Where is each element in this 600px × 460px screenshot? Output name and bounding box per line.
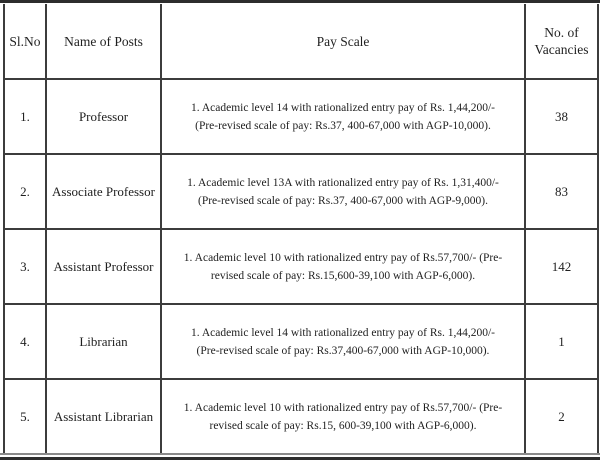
post-name-cell: Professor xyxy=(46,79,161,154)
pay-scale-cell xyxy=(161,304,525,379)
pay-scale-line-1: 1. Academic level 10 with rationalized entry pay of Rs.57,700/- (Pre- xyxy=(183,251,503,264)
pay-scale-line-1: 1. Academic level 14 with rationalized entry pay of Rs. 1,44,200/- xyxy=(190,101,496,114)
header-cell-slno: Sl.No xyxy=(4,4,46,79)
table-row xyxy=(4,79,598,154)
table-row xyxy=(4,229,598,304)
table-top-rule xyxy=(0,0,600,3)
header-cell-name-of-posts: Name of Posts xyxy=(46,4,161,79)
pay-scale-line-2: revised scale of pay: Rs.15, 600-39,100 with AGP-6,000). xyxy=(209,419,477,432)
vacancies-cell: 38 xyxy=(525,79,598,154)
header-cell-vacancies xyxy=(525,4,598,79)
post-name-cell: Librarian xyxy=(46,304,161,379)
pay-scale-cell xyxy=(161,229,525,304)
slno-cell: 1. xyxy=(4,79,46,154)
pay-scale-line-2: (Pre-revised scale of pay: Rs.37, 400-67,000 with AGP-10,000). xyxy=(195,119,491,132)
pay-scale-line-2: (Pre-revised scale of pay: Rs.37,400-67,000 with AGP-10,000). xyxy=(196,344,490,357)
slno-cell: 4. xyxy=(4,304,46,379)
pay-scale-line-1: 1. Academic level 13A with rationalized entry pay of Rs. 1,31,400/- xyxy=(187,176,499,189)
pay-scale-line-1: 1. Academic level 10 with rationalized entry pay of Rs.57,700/- (Pre- xyxy=(183,401,503,414)
pay-scale-cell xyxy=(161,379,525,453)
header-row xyxy=(4,4,598,79)
table-row xyxy=(4,154,598,229)
slno-cell: 5. xyxy=(4,379,46,453)
post-name-cell: Assistant Librarian xyxy=(46,379,161,453)
vacancies-cell: 2 xyxy=(525,379,598,453)
vacancies-header-label: No. of Vacancies xyxy=(534,25,589,57)
table-row xyxy=(4,304,598,379)
pay-scale-cell xyxy=(161,79,525,154)
vacancies-cell: 142 xyxy=(525,229,598,304)
vacancies-cell: 83 xyxy=(525,154,598,229)
post-name-cell: Associate Professor xyxy=(46,154,161,229)
pay-scale-line-2: revised scale of pay: Rs.15,600-39,100 with AGP-6,000). xyxy=(210,269,476,282)
pay-scale-line-2: (Pre-revised scale of pay: Rs.37, 400-67,000 with AGP-9,000). xyxy=(197,194,488,207)
header-cell-pay-scale: Pay Scale xyxy=(161,4,525,79)
table-row xyxy=(4,379,598,453)
pay-scale-line-1: 1. Academic level 14 with rationalized entry pay of Rs. 1,44,200/- xyxy=(190,326,496,339)
pay-scale-cell xyxy=(161,154,525,229)
slno-cell: 2. xyxy=(4,154,46,229)
post-name-cell: Assistant Professor xyxy=(46,229,161,304)
vacancies-table xyxy=(3,4,599,453)
vacancies-cell: 1 xyxy=(525,304,598,379)
slno-cell: 3. xyxy=(4,229,46,304)
